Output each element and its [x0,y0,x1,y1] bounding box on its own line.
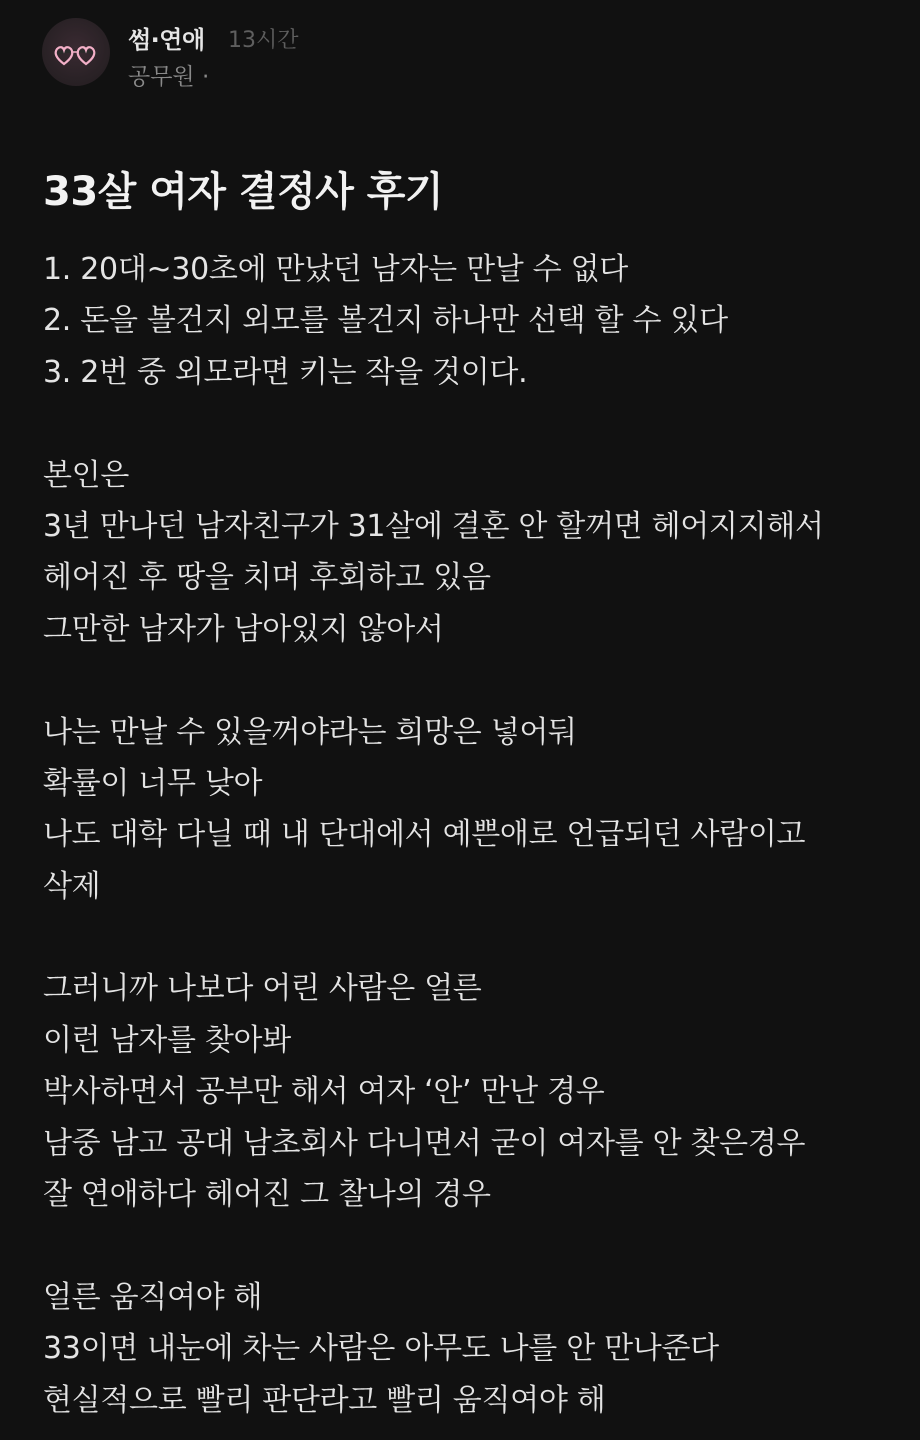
body-line: 현실적으로 빨리 판단라고 빨리 움직여야 해 [43,1382,606,1418]
board-avatar[interactable] [42,18,110,86]
body-line [43,655,893,706]
body-line: 2. 돈을 볼건지 외모를 볼건지 하나만 선택 할 수 있다 [43,303,728,339]
body-line: 삭제 [43,868,101,904]
body-line [43,912,893,963]
body-line: 박사하면서 공부만 해서 여자 ‘안’ 만난 경우 [43,1074,605,1110]
body-line: 나도 대학 다닐 때 내 단대에서 예쁜애로 언급되던 사람이고 [43,817,806,853]
body-line: 나는 만날 수 있을꺼야라는 희망은 넣어둬 [43,714,577,750]
board-category-link[interactable]: 썸·연애 [128,26,205,54]
body-line: 그러니까 나보다 어린 사람은 얼른 [43,971,482,1007]
body-line: 헤어진 후 땅을 치며 후회하고 있음 [43,560,491,596]
body-line: 이런 남자를 찾아봐 [43,1022,291,1058]
body-line [43,398,893,449]
post-title: 33살 여자 결정사 후기 [43,169,444,215]
post-time: 13시간 [228,28,299,53]
body-line: 1. 20대~30초에 만났던 남자는 만날 수 없다 [43,252,628,287]
author-name[interactable]: 공무원 · [128,64,210,90]
body-line: 얼른 움직여야 해 [43,1279,263,1315]
post-header [42,18,882,90]
body-line: 본인은 [43,457,130,493]
body-line: 33이면 내눈에 차는 사람은 아무도 나를 안 만나준다 [43,1331,719,1367]
body-line [43,1220,893,1271]
post-body [43,244,893,1426]
body-line: 잘 연애하다 헤어진 그 찰나의 경우 [43,1177,491,1213]
body-line: 그만한 남자가 남아있지 않아서 [43,611,444,647]
body-line: 3년 만나던 남자친구가 31살에 결혼 안 할꺼면 헤어지지해서 [43,508,824,544]
body-line: 3. 2번 중 외모라면 키는 작을 것이다. [43,354,528,390]
body-line: 확률이 너무 낮아 [43,765,263,801]
body-line: 남중 남고 공대 남초회사 다니면서 굳이 여자를 안 찾은경우 [43,1125,806,1161]
hearts-glasses-icon [42,18,110,86]
